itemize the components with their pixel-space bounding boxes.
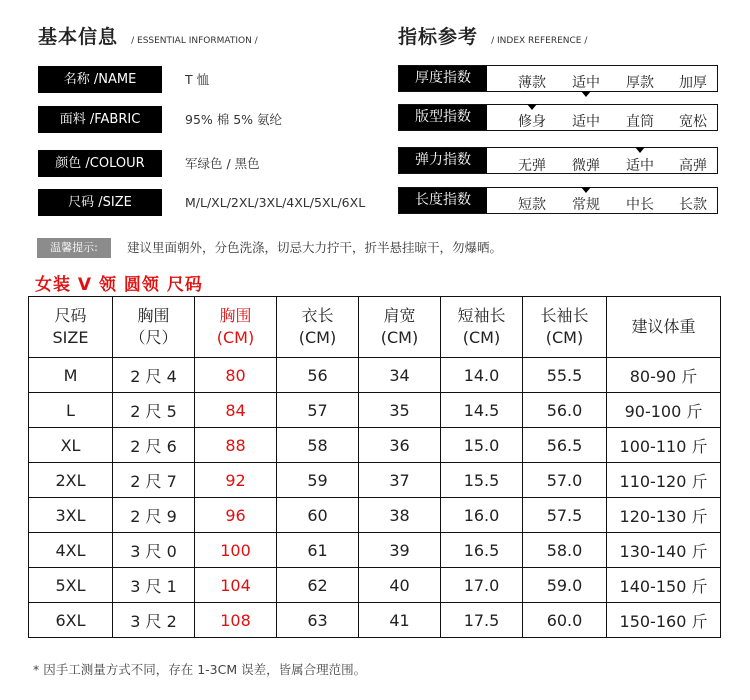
basic-info-title: 基本信息 (38, 26, 119, 48)
header-line: (CM) (545, 328, 584, 347)
table-cell: 110-120 斤 (607, 463, 721, 498)
table-cell: 2 尺 7 (113, 463, 195, 498)
table-cell: 15.0 (441, 428, 523, 463)
table-cell: 39 (359, 533, 441, 568)
thickness-option: 厚款 (626, 75, 654, 91)
table-cell: 55.5 (523, 358, 607, 393)
table-cell: 80 (195, 358, 277, 393)
header-line: (CM) (298, 328, 337, 347)
fit-option: 适中 (572, 114, 600, 130)
table-cell: 56.0 (523, 393, 607, 428)
table-cell: 38 (359, 498, 441, 533)
header-line: 胸围 (137, 306, 170, 325)
table-cell: 92 (195, 463, 277, 498)
thickness-option: 薄款 (518, 75, 546, 91)
length-option: 中长 (626, 197, 654, 213)
size-table-title: 女装 V 领 圆领 尺码 (35, 275, 203, 295)
table-cell: 62 (277, 568, 359, 603)
elasticity-option: 适中 (626, 158, 654, 174)
header-line: (CM) (216, 328, 255, 347)
thickness-option: 加厚 (679, 75, 707, 91)
table-cell: 35 (359, 393, 441, 428)
table-cell: 60.0 (523, 603, 607, 638)
header-size (29, 297, 113, 358)
table-cell: 57.5 (523, 498, 607, 533)
length-index-label: 长度指数 (399, 188, 487, 213)
table-cell: 58.0 (523, 533, 607, 568)
table-cell: 2 尺 4 (113, 358, 195, 393)
footnote: * 因手工测量方式不同，存在 1-3CM 误差，皆属合理范围。 (33, 662, 367, 677)
table-cell: 150-160 斤 (607, 603, 721, 638)
table-cell: 57 (277, 393, 359, 428)
size-label: 尺码 /SIZE (38, 189, 162, 216)
header-line: 尺码 (54, 306, 87, 325)
table-cell: 58 (277, 428, 359, 463)
table-cell: 104 (195, 568, 277, 603)
table-cell: 40 (359, 568, 441, 603)
header-line: （尺） (129, 328, 178, 347)
fabric-value: 95% 棉 5% 氨纶 (185, 112, 283, 127)
table-cell: 63 (277, 603, 359, 638)
table-cell: 16.0 (441, 498, 523, 533)
table-cell: 17.5 (441, 603, 523, 638)
table-cell: 100-110 斤 (607, 428, 721, 463)
table-cell: 140-150 斤 (607, 568, 721, 603)
header-line: 短袖长 (457, 306, 506, 325)
index-title: 指标参考 (398, 26, 479, 48)
table-cell: 59.0 (523, 568, 607, 603)
fabric-label: 面料 /FABRIC (38, 106, 162, 133)
table-cell: 88 (195, 428, 277, 463)
table-cell: 4XL (29, 533, 113, 568)
header-line: 建议体重 (631, 317, 696, 336)
table-cell: 59 (277, 463, 359, 498)
length-option: 常规 (572, 197, 600, 213)
index-subtitle: / INDEX REFERENCE / (491, 36, 588, 46)
table-cell: 37 (359, 463, 441, 498)
table-cell: 16.5 (441, 533, 523, 568)
table-cell: M (29, 358, 113, 393)
table-cell: 14.0 (441, 358, 523, 393)
table-cell: 90-100 斤 (607, 393, 721, 428)
table-row (29, 498, 721, 533)
header-chest-cm (195, 297, 277, 358)
table-row (29, 603, 721, 638)
table-cell: 130-140 斤 (607, 533, 721, 568)
table-cell: 60 (277, 498, 359, 533)
table-cell: 2 尺 6 (113, 428, 195, 463)
size-table-body (29, 358, 721, 638)
thickness-selected-marker (581, 91, 591, 97)
table-cell: 3 尺 2 (113, 603, 195, 638)
table-cell: 36 (359, 428, 441, 463)
fit-option: 修身 (518, 114, 546, 130)
table-cell: 56 (277, 358, 359, 393)
basic-info-header (38, 22, 258, 49)
table-cell: 14.5 (441, 393, 523, 428)
header-line: 长袖长 (540, 306, 589, 325)
table-cell: 80-90 斤 (607, 358, 721, 393)
table-row (29, 428, 721, 463)
size-value: M/L/XL/2XL/3XL/4XL/5XL/6XL (185, 195, 366, 210)
table-cell: 15.5 (441, 463, 523, 498)
header-shoulder (359, 297, 441, 358)
header-line: SIZE (52, 328, 89, 347)
header-line: 肩宽 (383, 306, 416, 325)
table-cell: 3XL (29, 498, 113, 533)
table-cell: 6XL (29, 603, 113, 638)
table-cell: 34 (359, 358, 441, 393)
header-short-sleeve (441, 297, 523, 358)
length-selected-marker (581, 187, 591, 193)
index-header (398, 22, 587, 49)
header-line: 胸围 (219, 306, 252, 325)
tip-badge: 温馨提示: (37, 238, 111, 258)
header-chest-chi (113, 297, 195, 358)
table-cell: 2 尺 5 (113, 393, 195, 428)
table-cell: 120-130 斤 (607, 498, 721, 533)
table-cell: 108 (195, 603, 277, 638)
colour-value: 军绿色 / 黑色 (185, 156, 260, 171)
table-cell: 96 (195, 498, 277, 533)
name-label: 名称 /NAME (38, 66, 162, 93)
table-cell: 61 (277, 533, 359, 568)
table-row (29, 393, 721, 428)
elasticity-option: 无弹 (518, 158, 546, 174)
tip-text: 建议里面朝外，分色洗涤，切忌大力拧干，折半悬挂晾干，勿爆晒。 (127, 240, 503, 255)
length-option: 长款 (679, 197, 707, 213)
table-row (29, 463, 721, 498)
thickness-index-label: 厚度指数 (399, 66, 487, 91)
table-cell: XL (29, 428, 113, 463)
length-option: 短款 (518, 197, 546, 213)
size-table (28, 296, 721, 638)
table-cell: 17.0 (441, 568, 523, 603)
table-cell: 3 尺 1 (113, 568, 195, 603)
fit-option: 宽松 (679, 114, 707, 130)
header-line: (CM) (380, 328, 419, 347)
colour-label: 颜色 /COLOUR (38, 150, 162, 177)
fit-index-label: 版型指数 (399, 105, 487, 130)
header-line: 衣长 (301, 306, 334, 325)
elasticity-option: 微弹 (572, 158, 600, 174)
table-cell: 100 (195, 533, 277, 568)
table-row (29, 533, 721, 568)
table-cell: 84 (195, 393, 277, 428)
name-value: T 恤 (185, 72, 210, 87)
table-cell: 2 尺 9 (113, 498, 195, 533)
table-cell: 57.0 (523, 463, 607, 498)
table-cell: 41 (359, 603, 441, 638)
table-cell: 56.5 (523, 428, 607, 463)
elasticity-selected-marker (635, 147, 645, 153)
table-cell: 2XL (29, 463, 113, 498)
basic-info-subtitle: / ESSENTIAL INFORMATION / (131, 36, 258, 46)
elasticity-option: 高弹 (679, 158, 707, 174)
table-cell: 3 尺 0 (113, 533, 195, 568)
header-line: (CM) (462, 328, 501, 347)
table-cell: L (29, 393, 113, 428)
header-weight (607, 297, 721, 358)
size-table-header-row (29, 297, 721, 358)
elasticity-index-label: 弹力指数 (399, 148, 487, 173)
fit-option: 直筒 (626, 114, 654, 130)
table-cell: 5XL (29, 568, 113, 603)
fit-selected-marker (527, 104, 537, 110)
table-row (29, 568, 721, 603)
header-long-sleeve (523, 297, 607, 358)
header-length (277, 297, 359, 358)
thickness-option: 适中 (572, 75, 600, 91)
table-row (29, 358, 721, 393)
